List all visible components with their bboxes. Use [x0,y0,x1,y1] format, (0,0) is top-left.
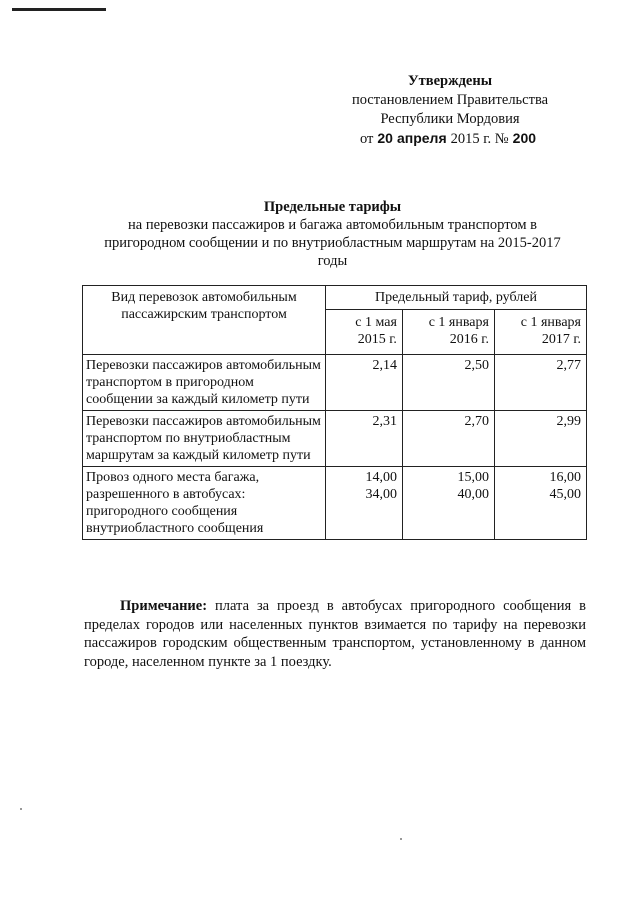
table-header-row [83,286,587,310]
tariff-value: 2,50 [402,355,494,411]
document-title: Предельные тарифы [263,199,402,215]
tariff-value: 45,00 [549,487,581,502]
tariff-value-pair [494,467,586,540]
approval-line-2: Республики Мордовия [380,111,520,127]
decree-line [300,129,600,149]
table-row [83,467,587,540]
row-label-baggage [83,467,326,540]
scan-speck [400,838,402,840]
document-heading [90,198,575,270]
period-header: с 1 января 2017 г. [494,310,586,355]
tariff-value: 2,14 [326,355,403,411]
row-sublabel-intraregional: внутриобластного сообщения [86,521,264,536]
decree-number: 200 [512,130,537,146]
decree-day: 20 [377,130,393,146]
tariff-value-pair [402,467,494,540]
tariff-value: 2,70 [402,411,494,467]
tariff-value: 40,00 [457,487,489,502]
decree-year: 2015 г. № [450,131,509,147]
table-row [83,355,587,411]
tariff-table [82,285,587,540]
row-label: Провоз одного места багажа, разрешенного в автобусах: [86,470,260,502]
tariff-value: 2,99 [494,411,586,467]
scan-speck [20,808,22,810]
tariff-value: 2,77 [494,355,586,411]
top-rule [12,8,106,11]
tariff-value: 15,00 [457,470,489,485]
approval-line-1: постановлением Правительства [351,92,549,108]
row-sublabel-suburban: пригородного сообщения [86,504,238,519]
period-header: с 1 мая 2015 г. [326,310,403,355]
period-header: с 1 января 2016 г. [402,310,494,355]
row-label: Перевозки пассажиров автомобильным транспортом по внутриобластным маршрутам за каждый километр пути [83,411,326,467]
tariff-value: 2,31 [326,411,403,467]
approval-block [300,72,600,149]
table-row [83,411,587,467]
tariff-value: 16,00 [549,470,581,485]
note-text: плата за проезд в автобусах пригородного сообщения в пределах городов или населенных пунктов взимается по тарифу на перевозки пассажиров городским общественным транспортом, установленному в данном городе, населенном пункте за 1 поездку. [84,598,586,670]
decree-prefix: от [359,131,374,147]
tariff-value-pair [326,467,403,540]
decree-month: апреля [396,130,447,146]
approval-title: Утверждены [407,73,493,89]
tariff-value: 34,00 [365,487,397,502]
note-paragraph [84,597,586,671]
document-subtitle: на перевозки пассажиров и багажа автомобильным транспортом в пригородном сообщении и по внутриобластным маршрутам на 2015-2017 годы [104,217,561,269]
tariff-value: 14,00 [365,470,397,485]
header-transport-type: Вид перевозок автомобильным пассажирским транспортом [83,286,326,355]
note-label: Примечание: [120,598,208,614]
row-label: Перевозки пассажиров автомобильным транспортом в пригородном сообщении за каждый километр пути [83,355,326,411]
header-tariff: Предельный тариф, рублей [326,286,587,310]
